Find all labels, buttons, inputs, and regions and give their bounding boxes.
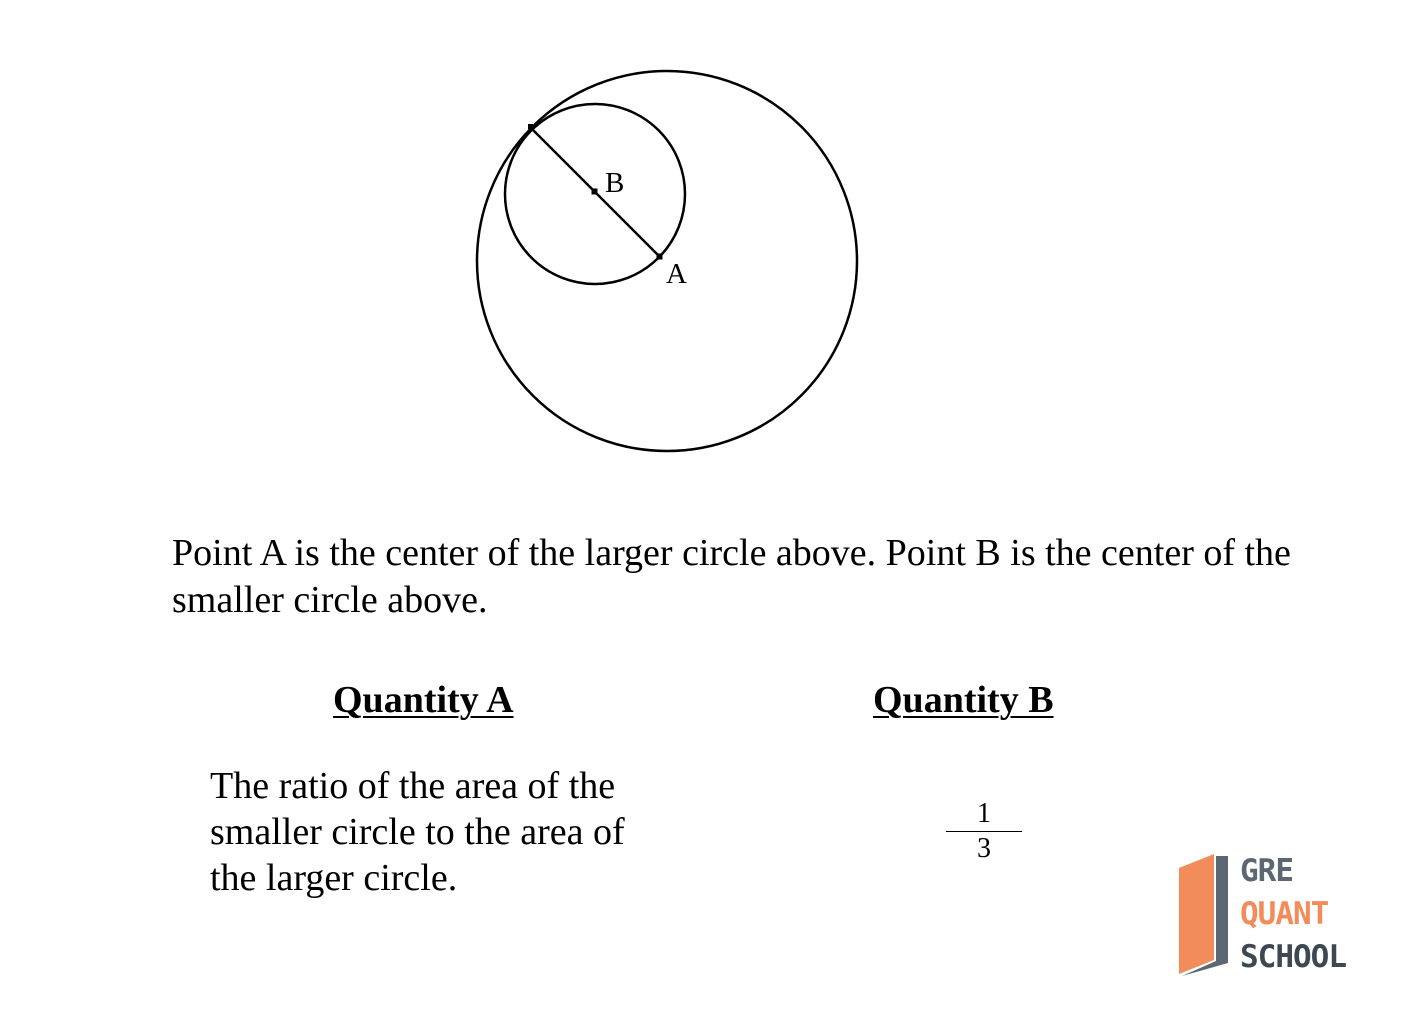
logo-word-quant: QUANT bbox=[1240, 896, 1329, 932]
book-cover-orange bbox=[1179, 854, 1214, 974]
point-b-marker bbox=[592, 189, 598, 195]
point-a-label: A bbox=[666, 258, 687, 290]
point-b-label: B bbox=[605, 167, 625, 199]
quantity-a-heading: Quantity A bbox=[333, 679, 514, 721]
quantity-a-text: The ratio of the area of the smaller circle to the area of the larger circle. bbox=[210, 765, 625, 899]
quantity-b-fraction bbox=[946, 798, 1022, 866]
problem-statement: Point A is the center of the larger circle above. Point B is the center of the smaller circle above. bbox=[172, 532, 1291, 621]
fraction-denominator: 3 bbox=[977, 833, 991, 864]
logo-word-gre: GRE bbox=[1240, 853, 1293, 889]
fraction-numerator: 1 bbox=[946, 798, 1022, 832]
point-a-marker bbox=[657, 254, 663, 260]
gre-quant-school-logo bbox=[1176, 850, 1356, 980]
endpoint-marker bbox=[528, 124, 533, 129]
quantity-b-heading: Quantity B bbox=[873, 679, 1054, 721]
circles-figure bbox=[0, 0, 1412, 500]
logo-word-school: SCHOOL bbox=[1240, 939, 1346, 975]
book-icon bbox=[1176, 850, 1236, 980]
